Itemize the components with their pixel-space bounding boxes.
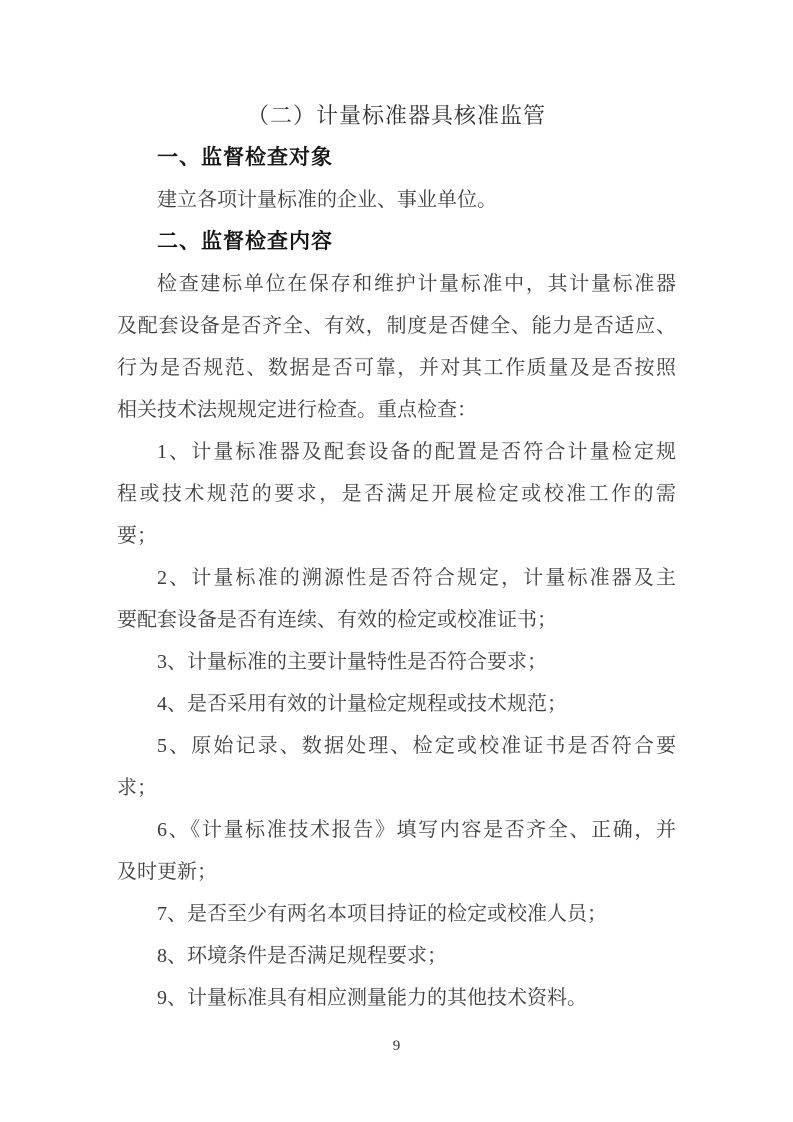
paragraph-line: 及时更新；	[117, 861, 217, 883]
paragraph-line: 要配套设备是否有连续、有效的检定或校准证书；	[117, 609, 557, 631]
paragraph-line: 建立各项计量标准的企业、事业单位。	[157, 189, 497, 211]
paragraph-line: 求；	[117, 777, 157, 799]
paragraph-line: 7、是否至少有两名本项目持证的检定或校准人员；	[157, 903, 607, 925]
page-number: 9	[392, 1038, 401, 1054]
paragraph-line: 5、原始记录、数据处理、检定或校准证书是否符合要	[157, 735, 676, 757]
paragraph-line: 9、计量标准具有相应测量能力的其他技术资料。	[157, 987, 587, 1009]
document-body	[117, 137, 676, 1019]
paragraph-line: 及配套设备是否齐全、有效，制度是否健全、能力是否适应、	[117, 315, 676, 337]
paragraph-line: 程或技术规范的要求，是否满足开展检定或校准工作的需	[117, 483, 676, 505]
paragraph-line: 检查建标单位在保存和维护计量标准中，其计量标准器	[157, 273, 676, 295]
section-heading: 二、监督检查内容	[157, 230, 333, 253]
document-content	[117, 95, 676, 1019]
paragraph-line: 要；	[117, 525, 157, 547]
paragraph-line: 行为是否规范、数据是否可靠，并对其工作质量及是否按照	[117, 357, 676, 379]
paragraph-line: 相关技术法规规定进行检查。重点检查：	[117, 399, 477, 421]
paragraph-line: 2、计量标准的溯源性是否符合规定，计量标准器及主	[157, 567, 676, 589]
paragraph-line: 8、环境条件是否满足规程要求；	[157, 945, 447, 967]
paragraph-line: 4、是否采用有效的计量检定规程或技术规范；	[157, 693, 567, 715]
document-title: （二）计量标准器具核准监管	[246, 103, 546, 128]
section-heading: 一、监督检查对象	[157, 146, 333, 169]
paragraph-line: 6、《计量标准技术报告》填写内容是否齐全、正确，并	[157, 819, 676, 841]
paragraph-line: 1、计量标准器及配套设备的配置是否符合计量检定规	[157, 441, 676, 463]
paragraph-line: 3、计量标准的主要计量特性是否符合要求；	[157, 651, 547, 673]
